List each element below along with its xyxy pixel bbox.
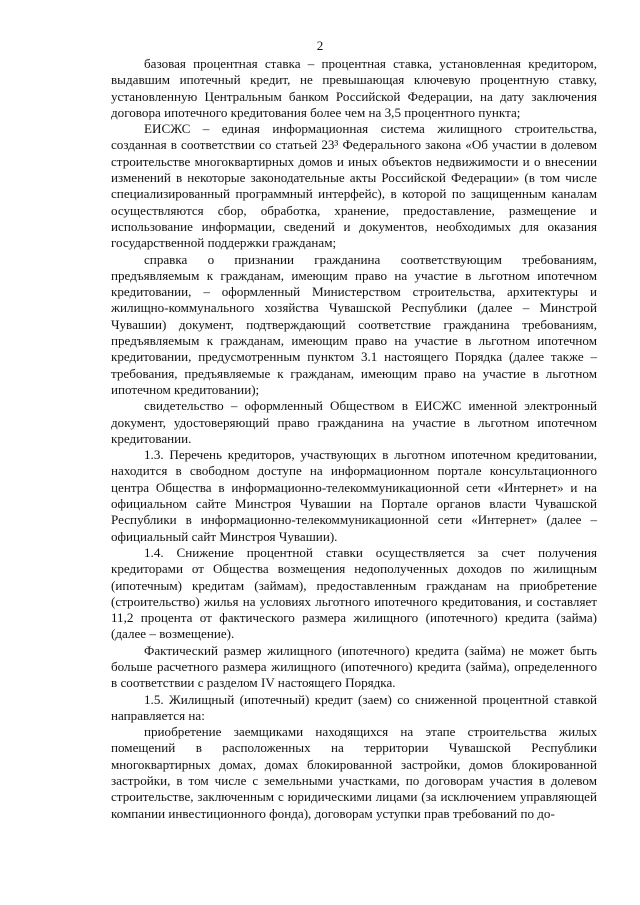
paragraph-base-rate-definition: базовая процентная ставка – процентная ставка, установленная кредитором, выдавшим ипотечный кредит, не превышающая ключевую процентную ставку, установленную Центральным банком Российской Федерации, на дату заключения договора ипотечного кредитования более чем на 3,5 процентного пункта; bbox=[111, 56, 597, 120]
paragraph-clause-1-3: 1.3. Перечень кредиторов, участвующих в льготном ипотечном кредитовании, находится в свободном доступе на информационном портале консультационного центра Общества в информационно-телекоммуникационной сети «Интернет» и на официальном сайте Минстроя Чувашии на Портале органов власти Чувашской Республики в информационно-телекоммуникационной сети «Интернет» (далее – официальный сайт Минстроя Чувашии). bbox=[111, 447, 597, 544]
page-number: 2 bbox=[316, 38, 324, 53]
document-body bbox=[111, 56, 597, 822]
paragraph-acquisition-purpose: приобретение заемщиками находящихся на этапе строительства жилых помещений в расположенных на территории Чувашской Республики многоквартирных домах, домах блокированной застройки, домов блокированной застройки, в том числе с земельными участками, по договорам участия в долевом строительстве, заключенным с юридическими лицами (за исключением управляющей компании инвестиционного фонда), договорам уступки прав требований по до- bbox=[111, 724, 597, 821]
paragraph-clause-1-5: 1.5. Жилищный (ипотечный) кредит (заем) со сниженной процентной ставкой направляется на: bbox=[111, 691, 597, 723]
paragraph-actual-loan-size: Фактический размер жилищного (ипотечного) кредита (займа) не может быть больше расчетного размера жилищного (ипотечного) кредита (займа), определенного в соответствии с разделом IV настоящего Порядка. bbox=[111, 642, 597, 691]
paragraph-clause-1-4: 1.4. Снижение процентной ставки осуществляется за счет получения кредиторами от Общества возмещения недополученных доходов по жилищным (ипотечным) кредитам (займам), предоставленным гражданам на приобретение (строительство) жилья на условиях льготного ипотечного кредитования, и составляет 11,2 процента от фактического размера жилищного (ипотечного) кредита (займа) (далее – возмещение). bbox=[111, 544, 597, 642]
paragraph-eiszhs-definition: ЕИСЖС – единая информационная система жилищного строительства, созданная в соответствии со статьей 23³ Федерального закона «Об участии в долевом строительстве многоквартирных домов и иных объектов недвижимости и о внесении изменений в некоторые законодательные акты Российской Федерации» (в том числе специализированный программный интерфейс), в которой по защищенным каналам осуществляются сбор, обработка, хранение, предоставление, размещение и использование информации, сведений и документов, необходимых для оказания государственной поддержки гражданам; bbox=[111, 121, 597, 251]
paragraph-certificate-definition: справка о признании гражданина соответствующим требованиям, предъявляемым к гражданам, имеющим право на участие в льготном ипотечном кредитовании, – оформленный Министерством строительства, архитектуры и жилищно-коммунального хозяйства Чувашской Республики (далее – Минстрой Чувашии) документ, подтверждающий соответствие гражданина требованиям, предъявляемым к гражданам, имеющим право на участие в льготном ипотечном кредитовании, предусмотренным пунктом 3.1 настоящего Порядка (далее также – требования, предъявляемые к гражданам, имеющим право на участие в льготном ипотечном кредитовании); bbox=[111, 251, 597, 397]
paragraph-svidetelstvo-definition: свидетельство – оформленный Обществом в ЕИСЖС именной электронный документ, удостоверяющий право гражданина на участие в льготном ипотечном кредитовании. bbox=[111, 398, 597, 446]
